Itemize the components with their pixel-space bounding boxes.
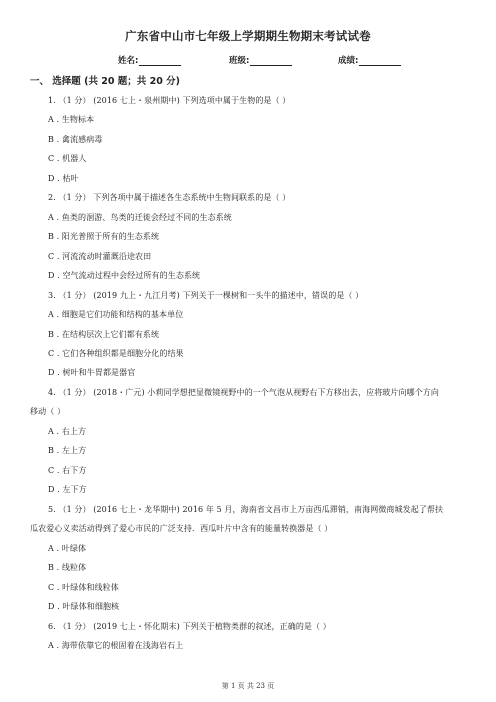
option-line: B . 左上方 [48, 446, 87, 455]
option-line: A . 细胞是它们功能和结构的基本单位 [48, 310, 184, 319]
question-6: 6. （1 分） (2019 七上・怀化期末) 下列关于植物类群的叙述，正确的是（ ） [48, 622, 331, 631]
question-1: 1. （1 分） (2016 七上・泉州期中) 下列选项中属于生物的是（ ） [48, 96, 291, 105]
option-line: D . 空气流动过程中会经过所有的生态系统 [48, 271, 201, 280]
option-line: D . 枯叶 [48, 174, 79, 183]
name-field[interactable] [118, 54, 181, 66]
score-blank[interactable] [359, 56, 401, 66]
option-line: D . 叶绿体和细胞核 [48, 602, 120, 611]
option-line: C . 叶绿体和线粒体 [48, 583, 119, 592]
option-line: C . 河流流动时灌溉沿途农田 [48, 252, 152, 261]
option-line: D . 树叶和牛胃都是器官 [48, 368, 136, 377]
option-line: A . 海带依靠它的根固着在浅海岩石上 [48, 641, 184, 650]
option-line: C . 它们各种组织都是细胞分化的结果 [48, 349, 184, 358]
question-3: 3. （1 分） (2019 九上・九江月考) 下列关于一棵树和一头牛的描述中，错误的是（ ） [48, 291, 364, 300]
student-info-row [0, 54, 496, 66]
option-line: A . 鱼类的洄游、鸟类的迁徙会经过不同的生态系统 [48, 213, 232, 222]
name-label: 姓名: [118, 56, 139, 66]
score-field[interactable] [338, 54, 401, 66]
option-line: C . 右下方 [48, 466, 87, 475]
class-label: 班级: [229, 56, 250, 66]
class-blank[interactable] [250, 56, 292, 66]
name-blank[interactable] [139, 56, 181, 66]
question-5: 5. （1 分） (2016 七上・龙华期中) 2016 年 5 月，海南省文昌市上万亩西瓜滞销，南海网微商城发起了帮扶 [48, 505, 444, 514]
option-line: B . 线粒体 [48, 563, 87, 572]
question-4-continuation: 移动（ ） [30, 407, 66, 416]
option-line: B . 阳光普照于所有的生态系统 [48, 232, 160, 241]
option-line: B . 在结构层次上它们都有系统 [48, 330, 160, 339]
score-label: 成绩: [338, 56, 359, 66]
page-footer: 第 1 页 共 23 页 [221, 682, 275, 690]
question-5-continuation: 瓜农爱心义卖活动得到了爱心市民的广泛支持．西瓜叶片中含有的能量转换器是（ ） [30, 524, 333, 533]
option-line: A . 生物标本 [48, 115, 95, 124]
class-field[interactable] [229, 54, 292, 66]
document-title: 广东省中山市七年级上学期期生物期末考试试卷 [125, 29, 371, 43]
section-heading: 一、 选择题 (共 20 题；共 20 分) [30, 76, 180, 87]
option-line: A . 右上方 [48, 427, 87, 436]
question-2: 2. （1 分） 下列各项中属于描述各生态系统中生物间联系的是（ ） [48, 193, 291, 202]
option-line: B . 禽流感病毒 [48, 135, 103, 144]
option-line: A . 叶绿体 [48, 544, 87, 553]
option-line: D . 左下方 [48, 485, 87, 494]
question-4: 4. （1 分） (2018・广元) 小莉同学想把显微镜视野中的一个气泡从视野右下方移出去，应将玻片向哪个方向 [48, 388, 439, 397]
option-line: C . 机器人 [48, 154, 87, 163]
